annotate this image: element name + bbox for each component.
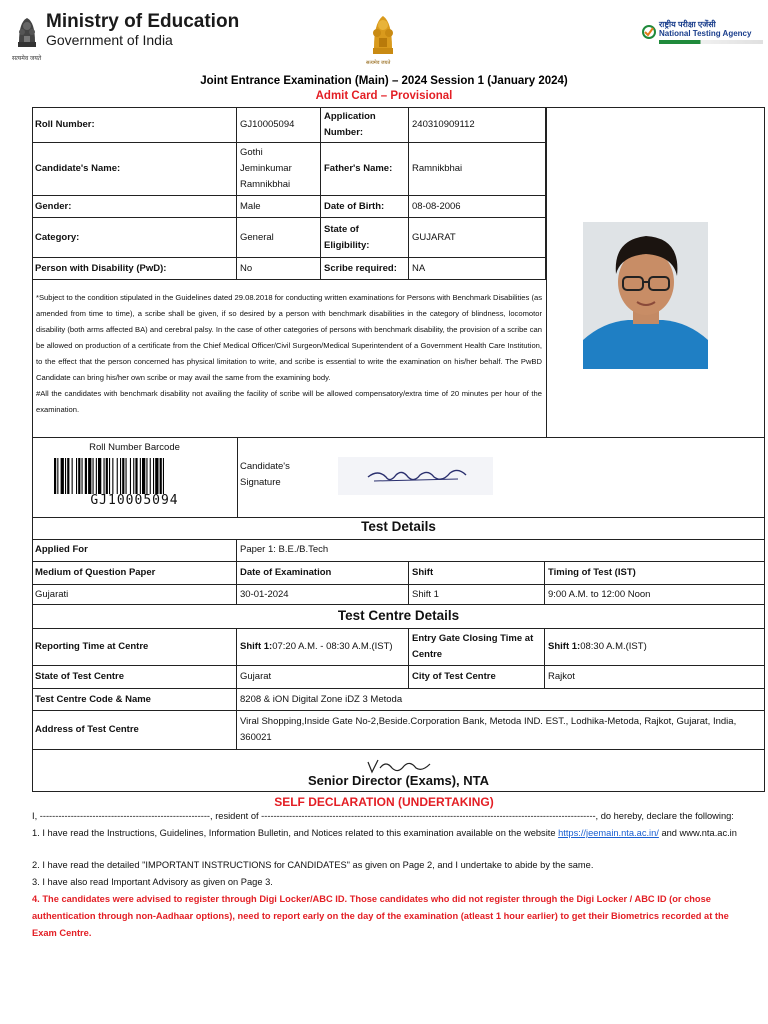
photo-divider bbox=[546, 107, 547, 437]
pwd-value: No bbox=[237, 258, 321, 280]
declaration-intro: I, -------------------------------------------------------, resident of ------------------------------------------------------------------------------------------------------------, do hereby, declare the following: bbox=[32, 811, 734, 821]
barcode-bar bbox=[160, 458, 162, 494]
ashoka-emblem-icon bbox=[368, 8, 398, 60]
test-value-medium: Gujarati bbox=[32, 585, 237, 605]
director-title: Senior Director (Exams), NTA bbox=[307, 773, 490, 788]
father-name-label: Father's Name: bbox=[321, 143, 409, 196]
signature-divider bbox=[32, 517, 765, 518]
test-details-title: Test Details bbox=[361, 519, 436, 534]
roll-number-label: Roll Number: bbox=[32, 107, 237, 143]
reporting-time-text: 07:20 A.M. - 08:30 A.M.(IST) bbox=[272, 640, 393, 652]
signature-label: Candidate's Signature bbox=[240, 461, 290, 488]
admit-card-title: Admit Card – Provisional bbox=[315, 90, 453, 102]
declaration-item-4-text: The candidates were advised to register through Digi Locker/ABC ID. Those candidates who did not register through the Digi Locker / ABC ID (or chose authentication through non-Aadhaar options), need to report early on the day of the examination (atleast 1 hour earlier) to get their Biometrics recorded at the Exam Centre. bbox=[32, 894, 729, 938]
declaration-item-2: 2. I have read the detailed "IMPORTANT INSTRUCTIONS for CANDIDATES" as given on Page 2, and I undertake to abide by the same. bbox=[32, 860, 594, 870]
gender-label: Gender: bbox=[32, 196, 237, 218]
barcode-bar bbox=[85, 458, 87, 494]
national-emblem-icon bbox=[14, 12, 40, 52]
barcode-bar bbox=[82, 458, 83, 494]
declaration-item-1-tail: and www.nta.ac.in bbox=[658, 828, 737, 838]
candidate-name-value: Gothi Jeminkumar Ramnikbhai bbox=[237, 143, 321, 196]
nta-hindi-name: राष्ट्रीय परीक्षा एजेंसी bbox=[659, 20, 716, 29]
declaration-title: SELF DECLARATION (UNDERTAKING) bbox=[274, 795, 494, 809]
candidate-name-label: Candidate's Name: bbox=[32, 143, 237, 196]
jee-website-link[interactable]: https://jeemain.nta.ac.in/ bbox=[558, 828, 659, 838]
barcode-bar bbox=[135, 458, 137, 494]
barcode-bar bbox=[54, 458, 56, 494]
barcode-bar bbox=[117, 458, 118, 494]
candidate-signature bbox=[338, 457, 493, 495]
barcode-bar bbox=[72, 458, 73, 494]
barcode-bar bbox=[78, 458, 80, 494]
application-number-value: 240310909112 bbox=[409, 107, 546, 143]
reporting-shift-label: Shift 1: bbox=[240, 640, 273, 652]
centre-city-label: City of Test Centre bbox=[409, 666, 545, 689]
barcode-bar bbox=[146, 458, 147, 494]
ministry-subtitle: Government of India bbox=[46, 32, 173, 48]
barcode-bar bbox=[140, 458, 141, 494]
barcode-bar bbox=[76, 458, 77, 494]
barcode-bar bbox=[65, 458, 66, 494]
test-value-timing: 9:00 A.M. to 12:00 Noon bbox=[545, 585, 765, 605]
centre-state-value: Gujarat bbox=[237, 666, 409, 689]
scribe-note bbox=[32, 287, 546, 421]
barcode-bar bbox=[126, 458, 127, 494]
barcode-bar bbox=[106, 458, 108, 494]
page-header bbox=[0, 0, 768, 72]
declaration-item-4-number: 4. bbox=[32, 894, 43, 904]
barcode-bar bbox=[142, 458, 145, 494]
barcode-bar bbox=[88, 458, 91, 494]
exam-title: Joint Entrance Examination (Main) – 2024 Session 1 (January 2024) bbox=[200, 75, 568, 87]
barcode-bar bbox=[155, 458, 158, 494]
barcode-bar bbox=[57, 458, 58, 494]
signature-scribble bbox=[338, 457, 493, 495]
roll-number-value: GJ10005094 bbox=[237, 107, 321, 143]
centre-code-value: 8208 & iON Digital Zone iDZ 3 Metoda bbox=[237, 689, 765, 711]
compensatory-time-note: #All the candidates with benchmark disability not availing the facility of scribe will be allowed compensatory/extra time of 20 minutes per hour of the examination. bbox=[36, 389, 542, 414]
barcode-bar bbox=[133, 458, 134, 494]
gate-shift-label: Shift 1: bbox=[548, 640, 581, 652]
test-header-date: Date of Examination bbox=[237, 562, 409, 585]
scribe-label: Scribe required: bbox=[321, 258, 409, 280]
nta-mark-icon bbox=[642, 25, 656, 39]
barcode-bar bbox=[122, 458, 124, 494]
applied-for-value: Paper 1: B.E./B.Tech bbox=[237, 539, 765, 562]
reporting-time-label: Reporting Time at Centre bbox=[32, 628, 237, 666]
emblem-motto: सत्यमेव जयते bbox=[366, 60, 391, 66]
centre-city-value: Rajkot bbox=[545, 666, 765, 689]
ministry-title: Ministry of Education bbox=[46, 11, 240, 32]
barcode-bar bbox=[109, 458, 110, 494]
reporting-time-value bbox=[237, 628, 409, 666]
declaration-item-1-text: 1. I have read the Instructions, Guidelines, Information Bulletin, and Notices related to this examination available on the website bbox=[32, 828, 559, 838]
centre-address-value: Viral Shopping,Inside Gate No-2,Beside.Corporation Bank, Metoda IND. EST., Lodhika-Metoda, Rajkot, Gujarat, India, 360021 bbox=[237, 711, 765, 750]
dob-value: 08-08-2006 bbox=[409, 196, 546, 218]
nta-english-name: National Testing Agency bbox=[659, 29, 752, 38]
nta-tagline-bar bbox=[659, 40, 763, 44]
declaration-item-3: 3. I have also read Important Advisory as given on Page 3. bbox=[32, 877, 273, 887]
state-eligibility-label: State of Eligibility: bbox=[321, 218, 409, 258]
note-divider bbox=[32, 437, 765, 438]
candidate-photo-image bbox=[583, 222, 708, 369]
barcode-bar bbox=[153, 458, 154, 494]
gate-closing-label: Entry Gate Closing Time at Centre bbox=[409, 628, 545, 666]
dob-label: Date of Birth: bbox=[321, 196, 409, 218]
barcode-bar bbox=[96, 458, 97, 494]
category-label: Category: bbox=[32, 218, 237, 258]
barcode-bar bbox=[98, 458, 101, 494]
applied-for-label: Applied For bbox=[32, 539, 237, 562]
test-header-shift: Shift bbox=[409, 562, 545, 585]
barcode-bar bbox=[104, 458, 105, 494]
gender-value: Male bbox=[237, 196, 321, 218]
barcode-bar bbox=[67, 458, 69, 494]
state-eligibility-value: GUJARAT bbox=[409, 218, 546, 258]
father-name-value: Ramnikbhai bbox=[409, 143, 546, 196]
ministry-motto: सत्यमेव जयते bbox=[12, 56, 42, 62]
gate-closing-value bbox=[545, 628, 765, 666]
centre-code-label: Test Centre Code & Name bbox=[32, 689, 237, 711]
test-centre-title: Test Centre Details bbox=[337, 608, 460, 623]
roll-number-barcode bbox=[54, 458, 216, 494]
barcode-bar bbox=[120, 458, 121, 494]
barcode-bar bbox=[112, 458, 113, 494]
application-number-label: Application Number: bbox=[321, 107, 409, 143]
centre-state-label: State of Test Centre bbox=[32, 666, 237, 689]
declaration-item-4 bbox=[32, 891, 738, 942]
test-value-date: 30-01-2024 bbox=[237, 585, 409, 605]
test-header-timing: Timing of Test (IST) bbox=[545, 562, 765, 585]
barcode-bar bbox=[61, 458, 64, 494]
pwd-label: Person with Disability (PwD): bbox=[32, 258, 237, 280]
declaration-item-1 bbox=[32, 825, 738, 842]
barcode-number: GJ10005094 bbox=[90, 493, 179, 508]
barcode-bar bbox=[130, 458, 131, 494]
gate-closing-text: 08:30 A.M.(IST) bbox=[580, 640, 647, 652]
category-value: General bbox=[237, 218, 321, 258]
candidate-photo bbox=[583, 222, 708, 369]
barcode-bar bbox=[150, 458, 151, 494]
barcode-bar bbox=[163, 458, 164, 494]
scribe-value: NA bbox=[409, 258, 546, 280]
barcode-bar bbox=[93, 458, 94, 494]
barcode-label: Roll Number Barcode bbox=[89, 442, 180, 453]
scribe-note-text: *Subject to the condition stipulated in the Guidelines dated 29.08.2018 for conducting written examinations for Persons with Benchmark Disabilities (as amended from time to time), a scribe shall be given, if so desired by a person with benchmark disabilities in the category of blindness, locomotor disability (both arms affected BA) and cerebral palsy. In the case of other categories of persons with benchmark disability, the provision of a scribe can be allowed on production of a certificate from the Chief Medical Officer/Civil Surgeon/Medical Superintendent of a Government Health Care Institution, to the effect that the person concerned has physical limitation to write, and scribe is essential to write the examination on his/her behalf. The PwBD Candidate can bring his/her own scribe or may avail the same from the examining body. bbox=[36, 293, 542, 382]
test-header-medium: Medium of Question Paper bbox=[32, 562, 237, 585]
centre-address-label: Address of Test Centre bbox=[32, 711, 237, 750]
test-value-shift: Shift 1 bbox=[409, 585, 545, 605]
ministry-logo bbox=[14, 12, 239, 52]
nta-logo bbox=[642, 20, 763, 44]
